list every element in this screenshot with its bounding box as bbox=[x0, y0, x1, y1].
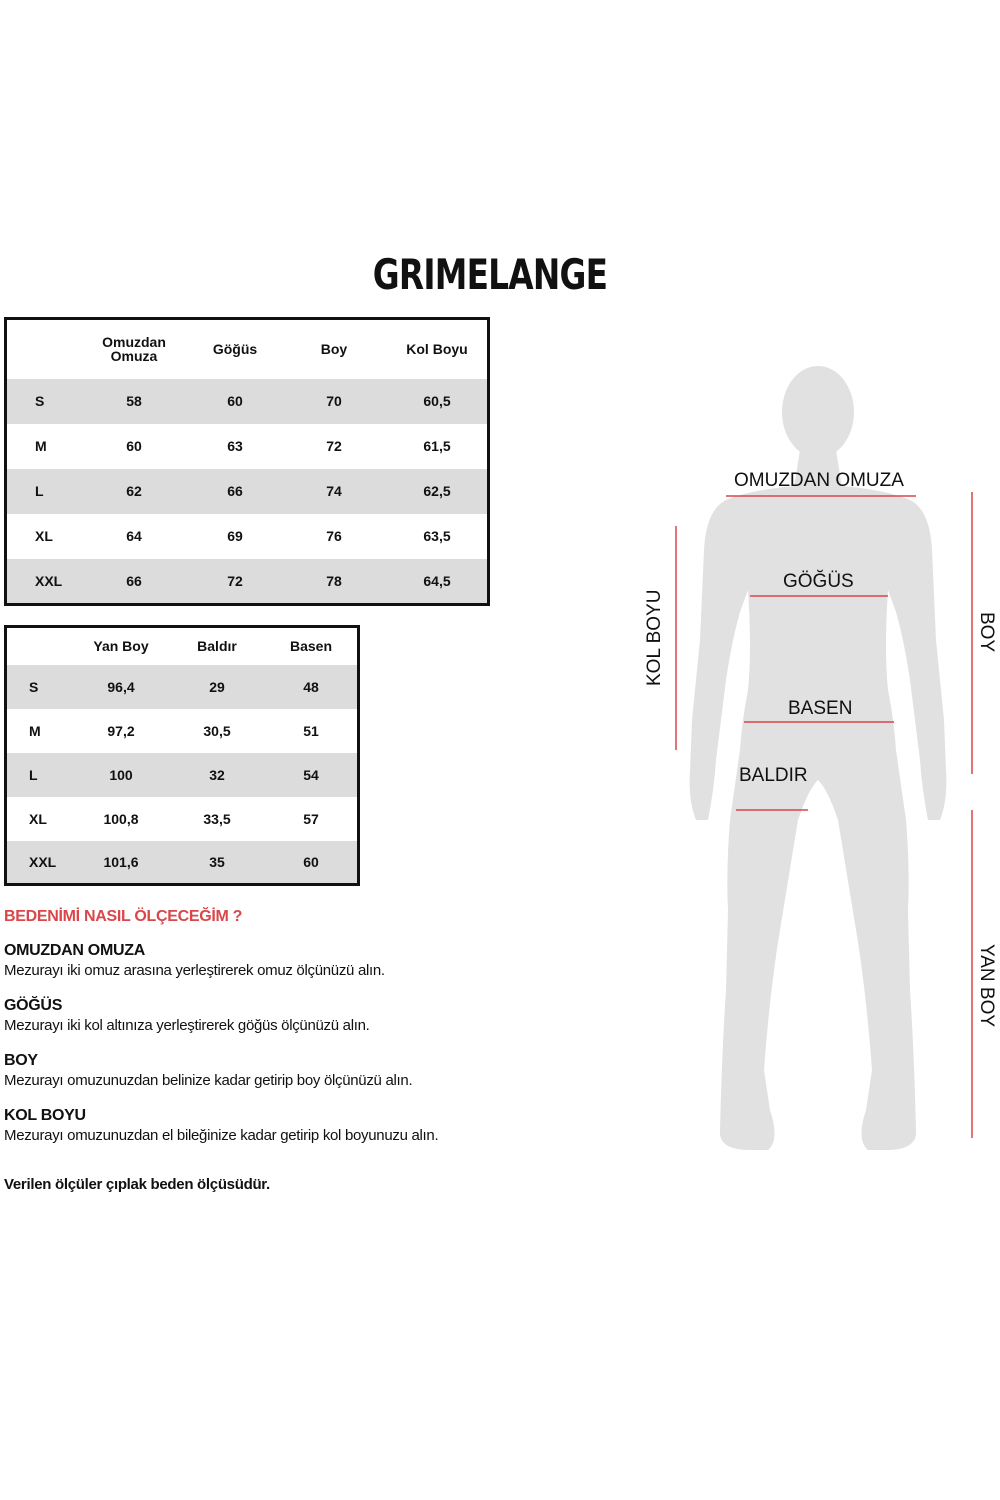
guide-title-length: BOY bbox=[4, 1052, 38, 1069]
guide-title-sleeve: KOL BOYU bbox=[4, 1107, 86, 1124]
table-header: Omuzdan Omuza bbox=[102, 334, 166, 365]
size-table-lower bbox=[4, 625, 360, 886]
guide-text-length: Mezurayı omuzunuzdan belinize kadar getirip boy ölçünüzü alın. bbox=[4, 1072, 413, 1089]
guide-title-chest: GÖĞÜS bbox=[4, 997, 63, 1014]
guide-text-chest: Mezurayı iki kol altınıza yerleştirerek göğüs ölçünüzü alın. bbox=[4, 1017, 370, 1034]
table-row: XL 64 69 76 63,5 bbox=[35, 528, 451, 544]
table-header bbox=[6, 319, 80, 379]
size-table-upper bbox=[4, 317, 490, 606]
label-hip: BASEN bbox=[788, 698, 853, 719]
guide-text-shoulder: Mezurayı iki omuz arasına yerleştirerek omuz ölçünüzü alın. bbox=[4, 962, 385, 979]
table-header: Basen bbox=[289, 638, 333, 655]
label-calf: BALDIR bbox=[739, 765, 808, 786]
table-row: XL 100,8 33,5 57 bbox=[29, 810, 319, 827]
label-shoulder: OMUZDAN OMUZA bbox=[734, 470, 904, 491]
table-header: Kol Boyu bbox=[406, 341, 468, 358]
table-row: S 58 60 70 60,5 bbox=[6, 379, 489, 424]
table-row: L 100 32 54 bbox=[6, 753, 359, 797]
table-header bbox=[6, 627, 74, 665]
table-row: S 96,4 29 48 bbox=[6, 665, 359, 709]
table-row: M 60 63 72 61,5 bbox=[35, 438, 451, 454]
guide-text-sleeve: Mezurayı omuzunuzdan el bileğinize kadar getirip kol boyunuzu alın. bbox=[4, 1127, 439, 1144]
table-row: L 62 66 74 62,5 bbox=[6, 469, 489, 514]
label-sleeve: KOL BOYU bbox=[644, 589, 665, 686]
guide-title-shoulder: OMUZDAN OMUZA bbox=[4, 942, 145, 959]
body-figure bbox=[630, 350, 1000, 1160]
brand-title: GRIMELANGE bbox=[372, 250, 608, 299]
table-row: XXL 66 72 78 64,5 bbox=[6, 559, 489, 605]
table-header: Baldır bbox=[197, 638, 237, 655]
measurement-guide bbox=[4, 908, 624, 1208]
guide-note: Verilen ölçüler çıplak beden ölçüsüdür. bbox=[4, 1176, 270, 1193]
table-row: M 97,2 30,5 51 bbox=[29, 722, 319, 739]
table-header: Göğüs bbox=[212, 341, 258, 358]
table-header: Yan Boy bbox=[93, 638, 149, 655]
label-chest: GÖĞÜS bbox=[783, 571, 854, 592]
table-row: XXL 101,6 35 60 bbox=[6, 841, 359, 885]
label-length: BOY bbox=[976, 612, 997, 653]
label-side-length: YAN BOY bbox=[976, 944, 997, 1028]
table-header: Boy bbox=[320, 341, 348, 358]
guide-question: BEDENİMİ NASIL ÖLÇECEĞİM ? bbox=[4, 908, 243, 925]
